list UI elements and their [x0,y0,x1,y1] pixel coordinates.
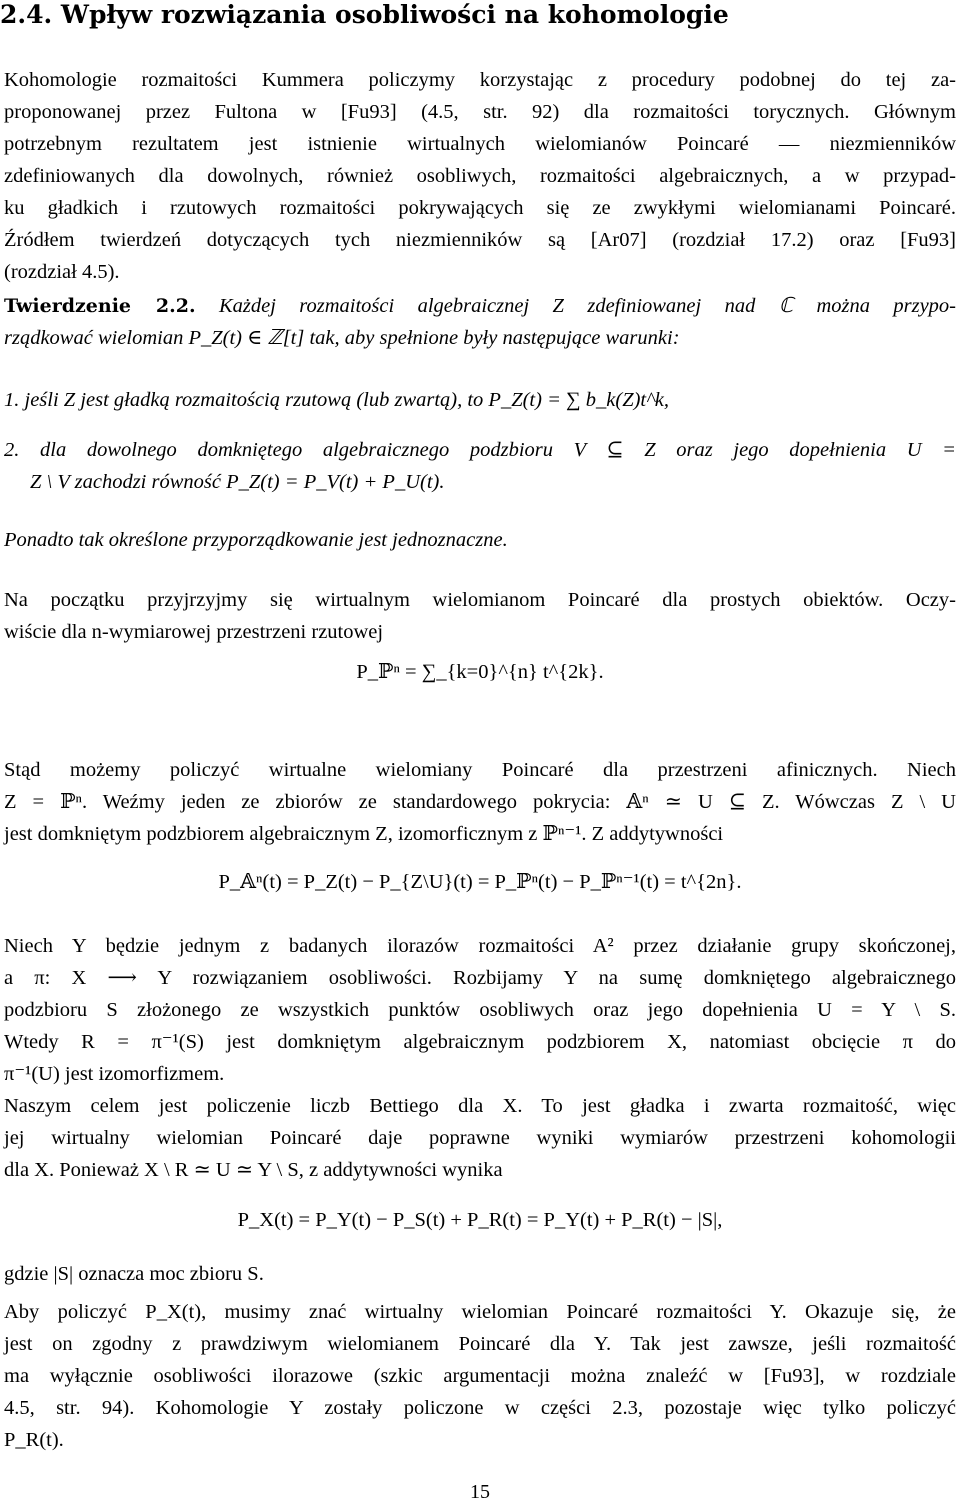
text-line: Niech Y będzie jednym z badanych ilorazów rozmaitości A² przez działanie grupy skończonej, [4,935,956,957]
text-line: Aby policzyć P_X(t), musimy znać wirtualny wielomian Poincaré rozmaitości Y. Okazuje się, że [4,1301,956,1323]
equation-text: P_X(t) = P_Y(t) − P_S(t) + P_R(t) = P_Y(t) + P_R(t) − |S|, [237,1209,723,1231]
text-line: Źródłem twierdzeń dotyczących tych niezmienników są [Ar07] (rozdział 17.2) oraz [Fu93] [4,229,956,251]
paragraph-betti [4,1090,956,1186]
text-line: jest on zgodny z prawdziwym wielomianem Poincaré dla Y. Tak jest zawsze, jeśli rozmaitość [4,1333,956,1355]
paragraph-affine [4,754,956,850]
text-line: Wtedy R = π⁻¹(S) jest domkniętym algebraicznym podzbiorem X, natomiast obcięcie π do [4,1031,956,1053]
theorem-line [4,290,956,322]
text-line: jej wirtualny wielomian Poincaré daje poprawne wyniki wymiarów przestrzeni kohomologii [4,1127,956,1149]
text-line: potrzebnym rezultatem jest istnienie wirtualnych wielomianów Poincaré — niezmienników [4,133,956,155]
equation-projective [0,656,960,688]
text-line: gdzie |S| oznacza moc zbioru S. [4,1263,264,1285]
text-line: podzbioru S złożonego ze wszystkich punktów osobliwych oraz jego dopełnienia U = Y \ S. [4,999,956,1021]
theorem-label: Twierdzenie 2.2. [4,295,196,317]
theorem-item-text: 2. dla dowolnego domkniętego algebraicznego podzbioru V ⊆ Z oraz jego dopełnienia U = [4,439,956,461]
text-line: π⁻¹(U) jest izomorfizmem. [4,1063,225,1085]
theorem-block [4,290,956,354]
equation-text: P_𝔸ⁿ(t) = P_Z(t) − P_{Z\U}(t) = P_ℙⁿ(t) − P_ℙⁿ⁻¹(t) = t^{2n}. [218,871,742,893]
text-line: 4.5, str. 94). Kohomologie Y zostały policzone w części 2.3, pozostaje więc tylko policzyć [4,1397,956,1419]
section-heading: 2.4. Wpływ rozwiązania osobliwości na kohomologie [0,0,729,29]
theorem-line: rządkować wielomian P_Z(t) ∈ ℤ[t] tak, aby spełnione były następujące warunki: [4,327,680,349]
text-line: proponowanej przez Fultona w [Fu93] (4.5, str. 92) dla rozmaitości torycznych. Głównym [4,101,956,123]
theorem-text: Każdej rozmaitości algebraicznej Z zdefiniowanej nad ℂ można przypo- [218,295,956,317]
theorem-closing-text: Ponadto tak określone przyporządkowanie jest jednoznaczne. [4,529,508,551]
theorem-closing [4,524,956,556]
theorem-item-text: 1. jeśli Z jest gładką rozmaitością rzutową (lub zwartą), to P_Z(t) = ∑ b_k(Z)t^k, [4,389,669,411]
equation-text: P_ℙⁿ = ∑_{k=0}^{n} t^{2k}. [356,661,604,683]
text-line: ma wyłącznie osobliwości ilorazowe (szkic argumentacji można znaleźć w [Fu93], w rozdziale [4,1365,956,1387]
text-line: Kohomologie rozmaitości Kummera policzymy korzystając z procedury podobnej do tej za- [4,69,956,91]
text-line: a π: X ⟶ Y rozwiązaniem osobliwości. Rozbijamy Y na sumę domkniętego algebraicznego [4,967,956,989]
text-line: (rozdział 4.5). [4,261,120,283]
equation-additivity [0,1204,960,1236]
text-line: Naszym celem jest policzenie liczb Bettiego dla X. To jest gładka i zwarta rozmaitość, więc [4,1095,956,1117]
text-line: wiście dla n-wymiarowej przestrzeni rzutowej [4,621,384,643]
text-line: P_R(t). [4,1429,64,1451]
text-line: zdefiniowanych dla dowolnych, również osobliwych, rozmaitości algebraicznych, a w przypad- [4,165,956,187]
paragraph-resolution [4,930,956,1090]
paragraph-projective [4,584,956,648]
theorem-item-1 [4,384,956,416]
paragraph-intro [4,64,956,288]
text-line: Z = ℙⁿ. Weźmy jeden ze zbiorów ze standardowego pokrycia: 𝔸ⁿ ≃ U ⊆ Z. Wówczas Z \ U [4,791,956,813]
text-line: Stąd możemy policzyć wirtualne wielomiany Poincaré dla przestrzeni afinicznych. Niech [4,759,956,781]
equation-affine [0,866,960,898]
paragraph-final [4,1296,956,1456]
theorem-item-2 [4,434,956,498]
theorem-item-text: Z \ V zachodzi równość P_Z(t) = P_V(t) + P_U(t). [30,471,445,493]
paragraph-where [4,1258,956,1290]
page-number: 15 [470,1481,490,1503]
text-line: jest domkniętym podzbiorem algebraicznym Z, izomorficznym z ℙⁿ⁻¹. Z addytywności [4,823,724,845]
text-line: Na początku przyjrzyjmy się wirtualnym wielomianom Poincaré dla prostych obiektów. Oczy- [4,589,956,611]
text-line: dla X. Ponieważ X \ R ≃ U ≃ Y \ S, z addytywności wynika [4,1159,503,1181]
text-line: ku gładkich i rzutowych rozmaitości pokrywających się ze zwykłymi wielomianami Poincaré. [4,197,956,219]
